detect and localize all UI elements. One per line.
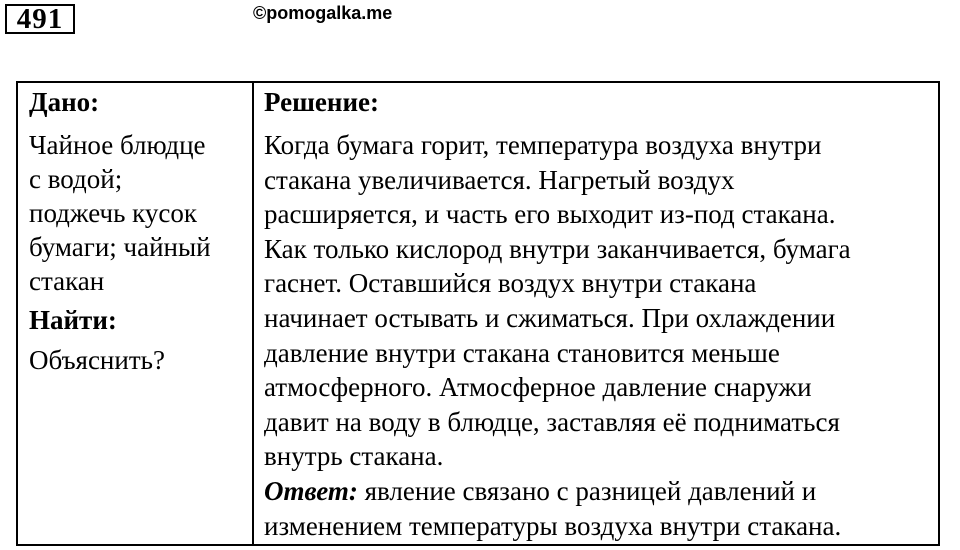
solution-body: Когда бумага горит, температура воздуха внутри стакана увеличивается. Нагретый воздух расширяется, и часть его выходит из-под стакана. Как только кислород внутри заканчивается, бумага гаснет. Оставшийся воздух внутри стакана начинает остывать и сжиматься. При охлаждении давление внутри стакана становится меньше атмосферного. Атмосферное давление снаружи давит на воду в блюдце, заставляя её подниматься внутрь стакана. (264, 130, 851, 472)
task-table (16, 81, 940, 546)
problem-number: 491 (5, 4, 75, 34)
given-text: Чайное блюдце с водой; поджечь кусок бумаги; чайный стакан (29, 130, 211, 296)
solution-column (254, 83, 938, 544)
find-heading: Найти: (29, 305, 117, 335)
answer-text: явление связано с разницей давлений и изменением температуры воздуха внутри стакана. (264, 475, 842, 541)
answer-label: Ответ: (264, 475, 358, 506)
solution-text (264, 128, 938, 543)
solution-heading: Решение: (264, 87, 379, 117)
given-heading: Дано: (29, 87, 100, 117)
given-column (18, 83, 254, 544)
watermark: ©pomogalka.me (253, 3, 393, 23)
find-text: Объяснить? (29, 345, 165, 375)
